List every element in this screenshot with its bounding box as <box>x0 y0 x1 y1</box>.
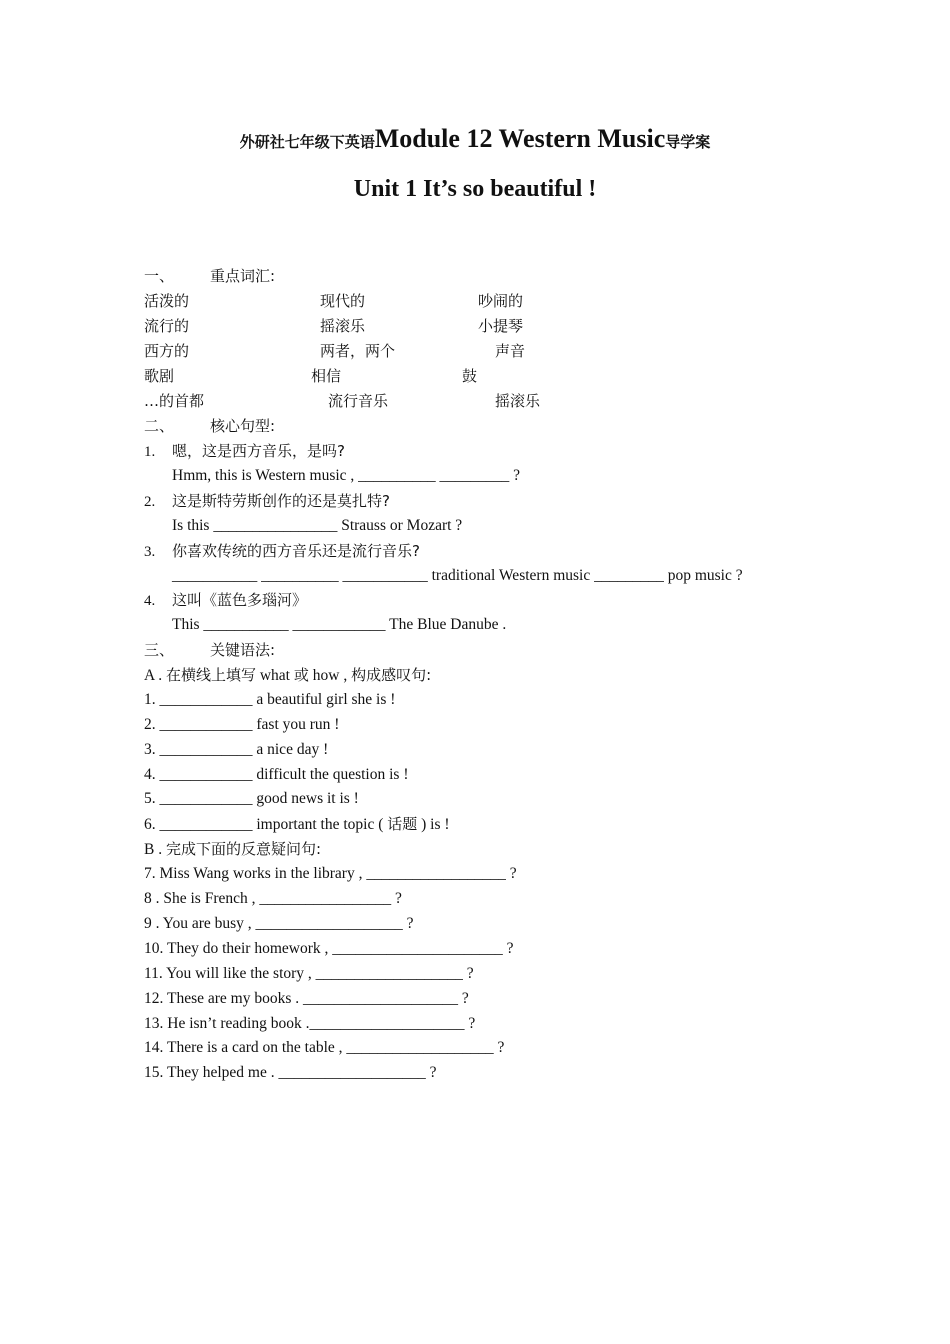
sentence-cn: 你喜欢传统的西方音乐还是流行音乐? <box>172 542 420 560</box>
vocab-item: 两者，两个 <box>320 342 396 360</box>
vocab-item: 摇滚乐 <box>495 392 541 410</box>
exercise-text: 话题 <box>387 815 418 833</box>
section1-heading <box>144 266 275 286</box>
vocab-item: 歌剧 <box>144 367 175 385</box>
sentence-en-fill: Hmm, this is Western music , __________ _________ ? <box>172 467 521 484</box>
part-a-text: 或 <box>293 666 309 684</box>
sentence-en-fill: This ___________ ____________ The Blue Danube . <box>172 616 507 633</box>
vocab-item: 摇滚乐 <box>320 317 366 335</box>
sentence-cn: 这叫《蓝色多瑙河》 <box>172 591 308 609</box>
vocab-item: 鼓 <box>462 367 478 385</box>
exercise-item: 15. They helped me . ___________________ ? <box>144 1064 437 1081</box>
sentence-en-fill: Is this ________________ Strauss or Mozart ? <box>172 517 463 534</box>
exercise-item: 13. He isn’t reading book .____________________ ? <box>144 1015 476 1032</box>
vocab-item: 流行的 <box>144 317 190 335</box>
exercise-item-6 <box>144 814 450 835</box>
exercise-item: 3. ____________ a nice day ! <box>144 741 329 758</box>
part-a-heading <box>144 665 431 686</box>
vocab-item: 相信 <box>311 367 342 385</box>
sentence-number: 1. <box>144 444 156 460</box>
document-subtitle: Unit 1 It’s so beautiful ! <box>353 176 597 202</box>
exercise-text: 6. ____________ important the topic ( <box>144 816 388 833</box>
exercise-item: 10. They do their homework , ______________________ ? <box>144 940 514 957</box>
section3-heading <box>144 640 275 660</box>
sentence-item-4 <box>144 590 307 611</box>
section1-title: 重点词汇: <box>210 267 276 285</box>
part-a-text: how , <box>308 667 352 684</box>
sentence-number: 2. <box>144 494 156 510</box>
exercise-item: 14. There is a card on the table , ___________________ ? <box>144 1039 505 1056</box>
exercise-item: 11. You will like the story , ___________________ ? <box>144 965 474 982</box>
part-b-letter: B . <box>144 841 166 858</box>
vocab-item: …的首都 <box>144 392 205 410</box>
vocab-item: 小提琴 <box>478 317 524 335</box>
vocab-item: 现代的 <box>320 292 366 310</box>
vocab-item: 吵闹的 <box>478 292 524 310</box>
section2-number: 二、 <box>144 417 175 435</box>
exercise-item: 12. These are my books . ____________________ ? <box>144 990 469 1007</box>
document-title <box>0 124 950 154</box>
exercise-item: 7. Miss Wang works in the library , __________________ ? <box>144 865 517 882</box>
section3-title: 关键语法: <box>210 641 276 659</box>
part-a-text: what <box>255 667 294 684</box>
sentence-cn: 这是斯特劳斯创作的还是莫扎特? <box>172 492 390 510</box>
sentence-en-fill: ___________ __________ ___________ traditional Western music _________ pop music ? <box>172 567 743 584</box>
title-en-part: Module 12 Western Music <box>374 124 666 153</box>
sentence-number: 3. <box>144 544 156 560</box>
vocab-item: 声音 <box>495 342 526 360</box>
sentence-item-2 <box>144 491 390 512</box>
part-b-heading <box>144 839 321 860</box>
exercise-item: 5. ____________ good news it is ! <box>144 790 359 807</box>
title-cn-part2: 导学案 <box>665 133 711 151</box>
section2-heading <box>144 416 275 436</box>
part-a-letter: A . <box>144 667 166 684</box>
sentence-item-1 <box>144 441 345 462</box>
exercise-text: ) is ! <box>417 816 450 833</box>
part-a-text: 构成感叹句: <box>351 666 432 684</box>
exercise-item: 1. ____________ a beautiful girl she is ! <box>144 691 396 708</box>
sentence-item-3 <box>144 541 420 562</box>
sentence-cn: 嗯，这是西方音乐，是吗? <box>172 442 345 460</box>
vocab-item: 西方的 <box>144 342 190 360</box>
exercise-item: 4. ____________ difficult the question is ! <box>144 766 409 783</box>
title-cn-part1: 外研社七年级下英语 <box>239 133 375 151</box>
section1-number: 一、 <box>144 267 175 285</box>
part-b-text: 完成下面的反意疑问句: <box>165 840 322 858</box>
exercise-item: 2. ____________ fast you run ! <box>144 716 340 733</box>
sentence-number: 4. <box>144 593 156 609</box>
section3-number: 三、 <box>144 641 175 659</box>
vocab-item: 活泼的 <box>144 292 190 310</box>
section2-title: 核心句型: <box>210 417 276 435</box>
vocab-item: 流行音乐 <box>328 392 389 410</box>
exercise-item: 8 . She is French , _________________ ? <box>144 890 402 907</box>
part-a-text: 在横线上填写 <box>165 666 256 684</box>
exercise-item: 9 . You are busy , ___________________ ? <box>144 915 414 932</box>
